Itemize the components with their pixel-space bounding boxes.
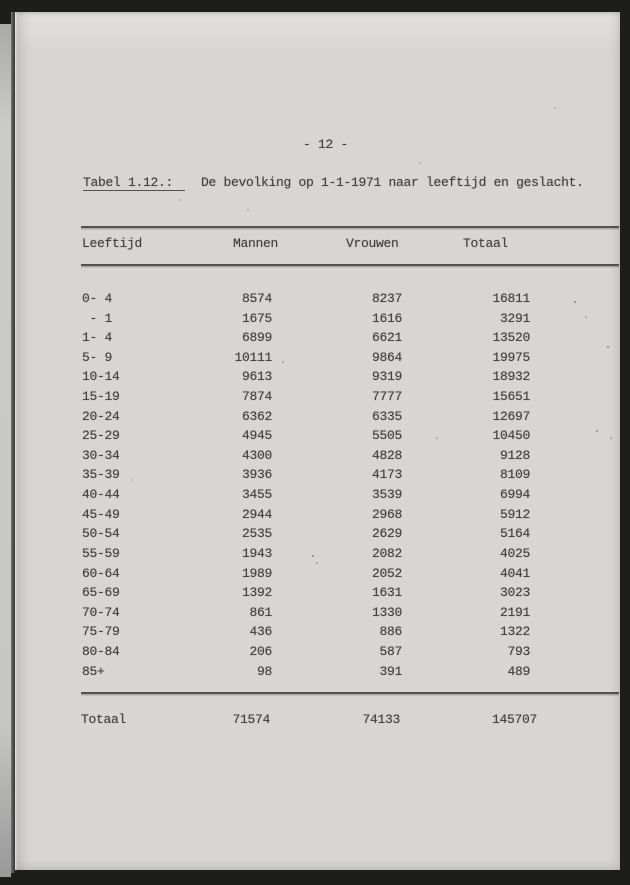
table-row	[82, 465, 530, 485]
table-rule-header	[81, 264, 619, 266]
cell-mannen: 2535	[241, 526, 272, 542]
cell-vrouwen: 3539	[371, 487, 402, 503]
cell-mannen: 436	[249, 624, 272, 640]
cell-vrouwen: 886	[379, 624, 402, 640]
cell-vrouwen: 4173	[371, 467, 402, 483]
column-header-mannen: Mannen	[233, 236, 279, 251]
table-row	[82, 603, 530, 623]
cell-leeftijd: - 1	[82, 310, 113, 326]
table-row	[82, 642, 530, 662]
cell-mannen: 3936	[241, 467, 272, 483]
table-row	[82, 426, 530, 446]
cell-totaal: 489	[507, 663, 530, 679]
table-row	[82, 367, 530, 387]
cell-vrouwen: 5505	[371, 428, 402, 444]
table-row	[82, 387, 530, 407]
cell-vrouwen: 2968	[371, 506, 402, 522]
cell-mannen: 4300	[241, 447, 272, 463]
cell-totaal: 4025	[499, 545, 530, 561]
cell-mannen: 861	[249, 604, 272, 620]
cell-vrouwen: 2082	[371, 545, 402, 561]
cell-leeftijd: 55-59	[82, 545, 120, 561]
cell-leeftijd: 0- 4	[82, 291, 113, 306]
adjacent-page-edge	[0, 24, 11, 877]
cell-mannen: 4945	[241, 428, 272, 444]
table-row	[82, 289, 530, 309]
table-row	[82, 407, 530, 427]
cell-vrouwen: 2629	[371, 526, 402, 542]
table-rule-top	[81, 226, 619, 228]
column-header-totaal: Totaal	[463, 236, 509, 251]
table-row	[82, 583, 530, 603]
cell-vrouwen: 1616	[371, 310, 402, 326]
cell-mannen: 2944	[241, 506, 272, 522]
cell-vrouwen: 1330	[371, 604, 402, 620]
cell-totaal: 18932	[492, 369, 530, 385]
column-header-vrouwen: Vrouwen	[346, 236, 399, 251]
cell-vrouwen: 391	[379, 663, 402, 679]
cell-leeftijd: 85+	[82, 663, 105, 679]
total-vrouwen: 74133	[362, 712, 400, 727]
cell-vrouwen: 587	[379, 643, 402, 659]
cell-leeftijd: 25-29	[82, 428, 120, 444]
cell-mannen: 10111	[234, 349, 272, 365]
total-mannen: 71574	[232, 712, 270, 727]
cell-leeftijd: 1- 4	[82, 330, 113, 346]
cell-totaal: 3023	[499, 585, 530, 601]
table-body	[82, 289, 530, 681]
cell-leeftijd: 10-14	[82, 369, 120, 385]
table-row	[82, 446, 530, 466]
cell-leeftijd: 40-44	[82, 487, 120, 503]
cell-totaal: 6994	[499, 487, 530, 503]
cell-totaal: 5912	[499, 506, 530, 522]
table-row	[82, 348, 530, 368]
cell-totaal: 12697	[492, 408, 530, 424]
table-row	[82, 505, 530, 525]
cell-vrouwen: 6335	[371, 408, 402, 424]
total-label: Totaal	[81, 712, 127, 727]
cell-leeftijd: 30-34	[82, 447, 120, 463]
cell-vrouwen: 7777	[371, 389, 402, 405]
table-title-label: Tabel 1.12.:	[83, 175, 185, 191]
cell-leeftijd: 50-54	[82, 526, 120, 542]
cell-leeftijd: 15-19	[82, 389, 120, 405]
table-row	[82, 328, 530, 348]
cell-leeftijd: 80-84	[82, 643, 120, 659]
cell-mannen: 6899	[241, 330, 272, 346]
table-row	[82, 485, 530, 505]
cell-vrouwen: 2052	[371, 565, 402, 581]
cell-leeftijd: 45-49	[82, 506, 120, 522]
cell-mannen: 8574	[241, 291, 272, 306]
cell-totaal: 19975	[492, 349, 530, 365]
table-rule-bottom	[81, 692, 619, 694]
cell-leeftijd: 70-74	[82, 604, 120, 620]
cell-mannen: 1392	[241, 585, 272, 601]
cell-mannen: 3455	[241, 487, 272, 503]
cell-vrouwen: 4828	[371, 447, 402, 463]
cell-mannen: 98	[256, 663, 272, 679]
page-number: - 12 -	[303, 137, 349, 152]
paper	[15, 12, 620, 870]
cell-totaal: 4041	[499, 565, 530, 581]
cell-leeftijd: 35-39	[82, 467, 120, 483]
table-total-row	[81, 710, 537, 730]
cell-leeftijd: 75-79	[82, 624, 120, 640]
cell-totaal: 10450	[492, 428, 530, 444]
cell-vrouwen: 1631	[371, 585, 402, 601]
cell-totaal: 793	[507, 643, 530, 659]
cell-totaal: 5164	[499, 526, 530, 542]
cell-mannen: 206	[249, 643, 272, 659]
cell-leeftijd: 60-64	[82, 565, 120, 581]
cell-mannen: 1943	[241, 545, 272, 561]
table-row	[82, 622, 530, 642]
column-header-leeftijd: Leeftijd	[82, 236, 143, 251]
cell-totaal: 3291	[499, 310, 530, 326]
cell-vrouwen: 9319	[371, 369, 402, 385]
cell-leeftijd: 5- 9	[82, 349, 113, 365]
cell-totaal: 9128	[499, 447, 530, 463]
cell-totaal: 13520	[492, 330, 530, 346]
table-row	[82, 564, 530, 584]
cell-totaal: 1322	[499, 624, 530, 640]
cell-vrouwen: 8237	[371, 291, 402, 306]
table-title	[83, 173, 584, 193]
table-row	[82, 524, 530, 544]
table-row	[82, 662, 530, 682]
cell-vrouwen: 9864	[371, 349, 402, 365]
cell-totaal: 8109	[499, 467, 530, 483]
cell-vrouwen: 6621	[371, 330, 402, 346]
cell-mannen: 9613	[241, 369, 272, 385]
table-title-text: De bevolking op 1-1-1971 naar leeftijd en geslacht.	[201, 175, 584, 190]
table-row	[82, 309, 530, 329]
cell-leeftijd: 20-24	[82, 408, 120, 424]
cell-totaal: 15651	[492, 389, 530, 405]
table-row	[82, 544, 530, 564]
cell-totaal: 16811	[492, 291, 530, 306]
total-totaal: 145707	[491, 712, 537, 727]
cell-mannen: 7874	[241, 389, 272, 405]
cell-totaal: 2191	[499, 604, 530, 620]
cell-mannen: 6362	[241, 408, 272, 424]
cell-mannen: 1675	[241, 310, 272, 326]
cell-mannen: 1989	[241, 565, 272, 581]
cell-leeftijd: 65-69	[82, 585, 120, 601]
